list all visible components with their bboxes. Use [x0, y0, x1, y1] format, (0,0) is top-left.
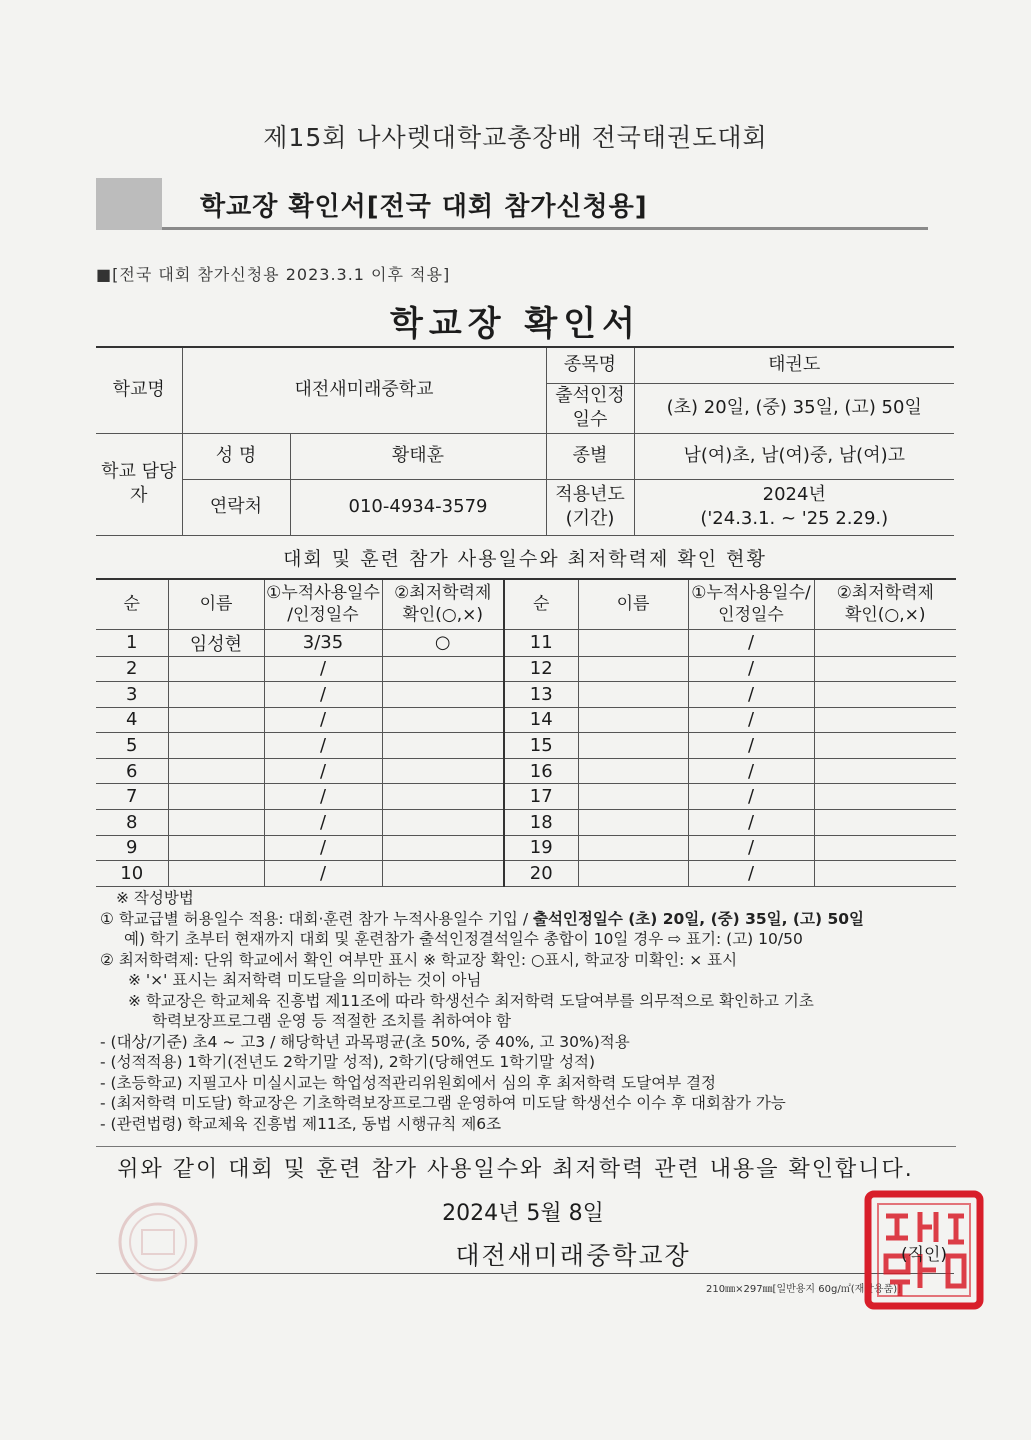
grid-name-left [168, 784, 264, 810]
grid-days-left: / [264, 758, 382, 784]
table-row [96, 733, 956, 759]
grid-no-left: 5 [96, 733, 168, 759]
grid-no-left: 7 [96, 784, 168, 810]
grid-check-left [382, 707, 504, 733]
grid-days-right: / [688, 861, 814, 887]
grid-days-right: / [688, 810, 814, 836]
bottom-divider [96, 1273, 954, 1274]
sport-label: 종목명 [546, 347, 634, 383]
header-name-right: 이름 [578, 579, 688, 629]
grid-no-left: 2 [96, 656, 168, 682]
grid-name-right [578, 682, 688, 708]
contact-value: 010-4934-3579 [290, 479, 546, 535]
manager-label: 학교 담당자 [96, 433, 182, 535]
grid-check-left: ○ [382, 629, 504, 656]
grid-days-right: / [688, 682, 814, 708]
grid-name-right [578, 758, 688, 784]
seal-note: (직인) [900, 1245, 948, 1265]
name-value: 황태훈 [290, 433, 546, 479]
attendance-label: 출석인정 일수 [546, 383, 634, 433]
grid-header-row [96, 579, 956, 629]
event-title: 제15회 나사렛대학교총장배 전국태권도대회 [263, 123, 768, 152]
paper-size-note: 210㎜×297㎜[일반용지 60g/㎡(재활용품)] [706, 1284, 902, 1295]
grid-days-right: / [688, 656, 814, 682]
grid-name-left [168, 810, 264, 836]
grid-no-right: 20 [504, 861, 578, 887]
grid-name-left [168, 835, 264, 861]
grid-check-left [382, 758, 504, 784]
grid-no-right: 19 [504, 835, 578, 861]
grid-check-right [814, 784, 956, 810]
contact-label: 연락처 [182, 479, 290, 535]
header-no-right: 순 [504, 579, 578, 629]
grid-no-right: 12 [504, 656, 578, 682]
header-days-right: ①누적사용일수/ 인정일수 [688, 579, 814, 629]
grid-no-left: 1 [96, 629, 168, 656]
grid-days-right: / [688, 835, 814, 861]
header-days-left: ①누적사용일수 /인정일수 [264, 579, 382, 629]
detail-5: - (관련법령) 학교체육 진흥법 제11조, 동법 시행규칙 제6조 [100, 1114, 502, 1133]
grid-check-right [814, 810, 956, 836]
grid-days-left: / [264, 835, 382, 861]
grid-no-left: 3 [96, 682, 168, 708]
year-cell [634, 479, 954, 535]
grid-days-left: / [264, 784, 382, 810]
type-label: 종별 [546, 433, 634, 479]
form-title: 학교장 확인서 [390, 304, 641, 344]
note-1-example: 예) 학기 초부터 현재까지 대회 및 훈련참가 출석인정결석일수 총합이 10일 경우 ⇨ 표기: (고) 10/50 [124, 930, 803, 948]
table-row [96, 629, 956, 656]
grid-check-right [814, 629, 956, 656]
table-row [96, 784, 956, 810]
grid-no-left: 9 [96, 835, 168, 861]
grid-name-left [168, 656, 264, 682]
grid-check-left [382, 733, 504, 759]
section-title: 대회 및 훈련 참가 사용일수와 최저학력제 확인 현황 [283, 548, 767, 570]
grid-days-left: / [264, 656, 382, 682]
grid-days-left: / [264, 810, 382, 836]
grid-name-left [168, 707, 264, 733]
grid-check-left [382, 861, 504, 887]
grid-days-left: / [264, 682, 382, 708]
grid-no-right: 15 [504, 733, 578, 759]
detail-1: - (대상/기준) 초4 ~ 고3 / 해당학년 과목평균(초 50%, 중 40%, 고 30%)적용 [100, 1032, 630, 1051]
header-bar [96, 178, 928, 230]
type-value: 남(여)초, 남(여)중, 남(여)고 [634, 433, 954, 479]
header-check-right: ②최저학력제 확인(○,×) [814, 579, 956, 629]
grid-check-right [814, 682, 956, 708]
grid-no-left: 8 [96, 810, 168, 836]
grid-days-right: / [688, 758, 814, 784]
grid-days-left: 3/35 [264, 629, 382, 656]
attendance-value: (초) 20일, (중) 35일, (고) 50일 [634, 383, 954, 433]
grid-name-left [168, 682, 264, 708]
grid-name-right [578, 784, 688, 810]
grid-no-right: 13 [504, 682, 578, 708]
notes-divider [96, 1146, 956, 1147]
year-label: 적용년도 (기간) [546, 479, 634, 535]
grid-check-right [814, 707, 956, 733]
table-row [96, 758, 956, 784]
grid-name-right [578, 733, 688, 759]
grid-no-left: 4 [96, 707, 168, 733]
school-label: 학교명 [96, 347, 182, 433]
detail-4: - (최저학력 미도달) 학교장은 기초학력보장프로그램 운영하여 미도달 학생선수 이수 후 대회참가 가능 [100, 1094, 786, 1112]
grid-name-right [578, 861, 688, 887]
grid-check-left [382, 784, 504, 810]
confirmation-statement: 위와 같이 대회 및 훈련 참가 사용일수와 최저학력 관련 내용을 확인합니다. [117, 1157, 914, 1182]
header-name-left: 이름 [168, 579, 264, 629]
grid-check-right [814, 733, 956, 759]
issue-date: 2024년 5월 8일 [442, 1201, 604, 1226]
grid-check-right [814, 861, 956, 887]
grid-days-right: / [688, 629, 814, 656]
school-value: 대전새미래중학교 [182, 347, 546, 433]
grid-days-left: / [264, 733, 382, 759]
detail-3: - (초등학교) 지필고사 미실시교는 학업성적관리위원회에서 심의 후 최저학력 도달여부 결정 [100, 1073, 717, 1092]
note-2: ② 최저학력제: 단위 학교에서 확인 여부만 표시 ※ 학교장 확인: ○표시, 학교장 미확인: × 표시 [100, 950, 738, 969]
applied-note: ■[전국 대회 참가신청용 2023.3.1 이후 적용] [96, 265, 451, 284]
grid-name-left [168, 861, 264, 887]
grid-name-left [168, 758, 264, 784]
sport-value: 태권도 [634, 347, 954, 383]
grid-name-right [578, 707, 688, 733]
grid-no-right: 17 [504, 784, 578, 810]
grid-name-right [578, 656, 688, 682]
table-row [96, 707, 956, 733]
table-row [96, 810, 956, 836]
grid-no-right: 16 [504, 758, 578, 784]
grid-no-right: 11 [504, 629, 578, 656]
table-row [96, 835, 956, 861]
principal-title: 대전새미래중학교장 [455, 1241, 691, 1270]
grid-no-right: 18 [504, 810, 578, 836]
grid-days-left: / [264, 707, 382, 733]
table-row [96, 682, 956, 708]
grid-check-left [382, 682, 504, 708]
official-seal-icon [864, 1190, 984, 1310]
grid-days-right: / [688, 707, 814, 733]
grid-name-left [168, 733, 264, 759]
year-value: 2024년 [762, 483, 826, 505]
name-label: 성 명 [182, 433, 290, 479]
header-gray-block [96, 178, 162, 230]
grid-days-left: / [264, 861, 382, 887]
grid-check-right [814, 656, 956, 682]
note-1: ① 학교급별 허용일수 적용: 대회·훈련 참가 누적사용일수 기입 / 출석인정일수 (초) 20일, (중) 35일, (고) 50일 [100, 909, 865, 928]
period-value: ('24.3.1. ~ '25 2.29.) [700, 508, 889, 529]
grid-check-right [814, 835, 956, 861]
header-no-left: 순 [96, 579, 168, 629]
grid-check-left [382, 656, 504, 682]
grid-no-left: 10 [96, 861, 168, 887]
grid-name-right [578, 629, 688, 656]
instructions [100, 888, 960, 1134]
usage-grid [96, 578, 956, 887]
header-check-left: ②최저학력제 확인(○,×) [382, 579, 504, 629]
faint-stamp-icon [116, 1200, 200, 1284]
info-table [96, 346, 954, 536]
grid-no-left: 6 [96, 758, 168, 784]
grid-days-right: / [688, 784, 814, 810]
grid-check-right [814, 758, 956, 784]
table-row [96, 861, 956, 887]
grid-name-left: 임성현 [168, 629, 264, 656]
table-row [96, 656, 956, 682]
detail-2: - (성적적용) 1학기(전년도 2학기말 성적), 2학기(당해연도 1학기말 성적) [100, 1053, 596, 1071]
grid-check-left [382, 810, 504, 836]
header-title: 학교장 확인서[전국 대회 참가신청용] [200, 192, 648, 222]
note-2b-cont: 학력보장프로그램 운영 등 적절한 조치를 취하여야 함 [152, 1012, 511, 1030]
grid-name-right [578, 810, 688, 836]
grid-name-right [578, 835, 688, 861]
note-2b: ※ 학교장은 학교체육 진흥법 제11조에 따라 학생선수 최저학력 도달여부를 의무적으로 확인하고 기초 [128, 991, 814, 1010]
grid-no-right: 14 [504, 707, 578, 733]
grid-check-left [382, 835, 504, 861]
note-2a: ※ '×' 표시는 최저학력 미도달을 의미하는 것이 아님 [128, 971, 482, 989]
notes-heading: ※ 작성방법 [116, 889, 194, 907]
grid-days-right: / [688, 733, 814, 759]
